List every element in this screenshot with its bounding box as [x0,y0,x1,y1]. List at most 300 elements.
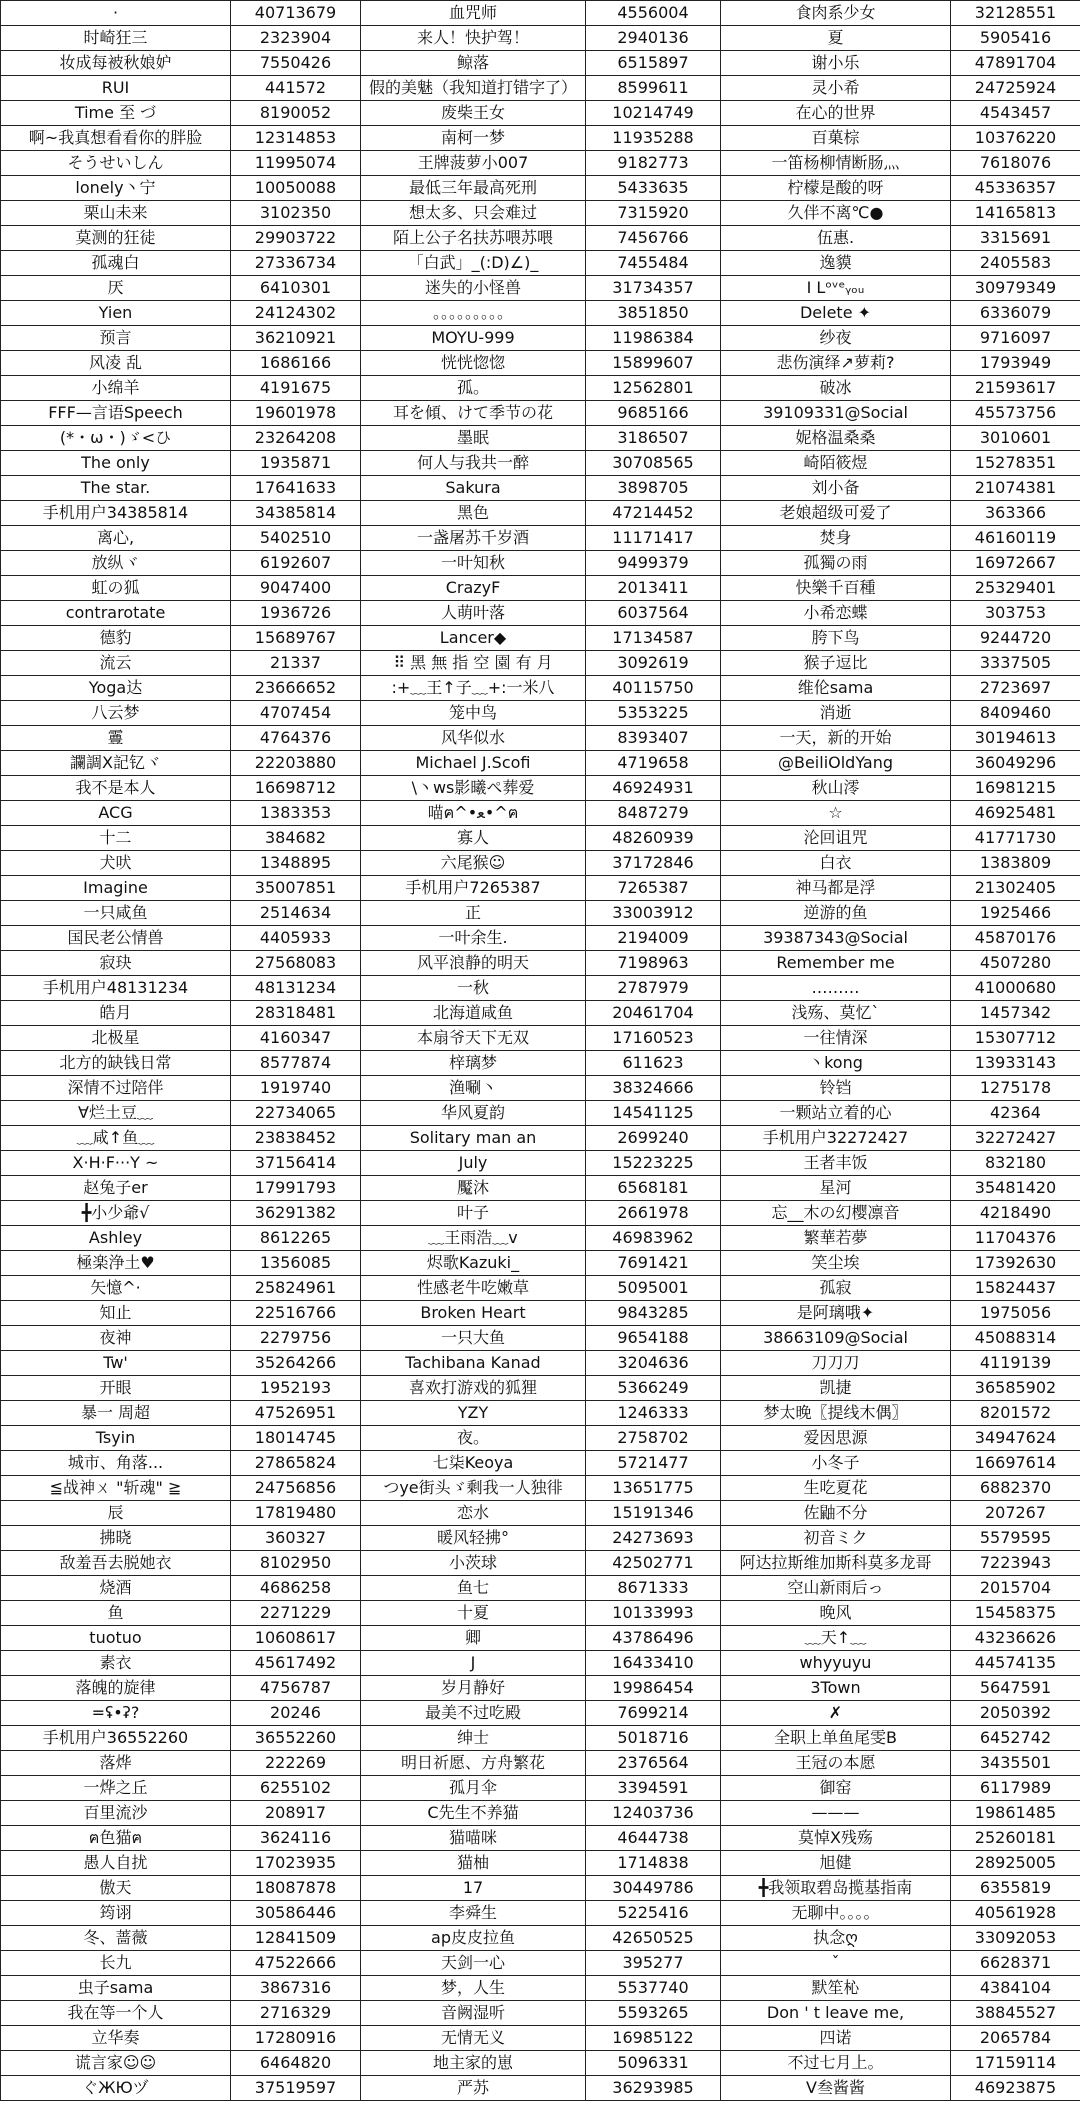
name-cell: 王牌菠萝小007 [361,151,586,176]
id-cell: 5537740 [586,1976,721,2001]
id-cell: 13933143 [951,1051,1080,1076]
name-cell: MOYU-999 [361,326,586,351]
table-row [1,1526,1080,1551]
id-cell: 36291382 [231,1201,361,1226]
id-cell: 22203880 [231,751,361,776]
name-cell: 天剑一心 [361,1951,586,1976]
name-cell: 矢憶^· [1,1276,231,1301]
id-cell: 3010601 [951,426,1080,451]
name-cell: 风平浪静的明天 [361,951,586,976]
table-row [1,1651,1080,1676]
name-cell: 一只咸鱼 [1,901,231,926]
table-row [1,1676,1080,1701]
name-cell: 一盏屠苏千岁酒 [361,526,586,551]
id-cell: 45617492 [231,1651,361,1676]
name-cell: V叁酱酱 [721,2076,951,2101]
id-cell: 6410301 [231,276,361,301]
id-cell: 38845527 [951,2001,1080,2026]
id-cell: 41771730 [951,826,1080,851]
name-cell: 秋山澪 [721,776,951,801]
name-cell: 小希恋蝶 [721,601,951,626]
id-cell: 17819480 [231,1501,361,1526]
table-row [1,676,1080,701]
id-cell: 27865824 [231,1451,361,1476]
table-row [1,1326,1080,1351]
id-cell: 8599611 [586,76,721,101]
id-cell: 10214749 [586,101,721,126]
id-cell: 9047400 [231,576,361,601]
id-cell: 9244720 [951,626,1080,651]
id-cell: 22516766 [231,1301,361,1326]
name-cell: 卿 [361,1626,586,1651]
name-cell: 流云 [1,651,231,676]
id-cell: 7691421 [586,1251,721,1276]
id-cell: 2940136 [586,26,721,51]
table-row [1,751,1080,776]
id-cell: 363366 [951,501,1080,526]
name-cell: 讕調Ⅹ記钇ヾ [1,751,231,776]
table-row [1,1176,1080,1201]
name-cell: 妆成每被秋娘妒 [1,51,231,76]
id-cell: 7456766 [586,226,721,251]
name-cell: 城市、角落... [1,1451,231,1476]
id-cell: 35481420 [951,1176,1080,1201]
table-row [1,551,1080,576]
name-cell: =ʢ•ʡ? [1,1701,231,1726]
name-cell: 明日祈愿、方舟繁花 [361,1751,586,1776]
name-cell: 夏 [721,26,951,51]
table-row [1,1051,1080,1076]
name-cell: ╋小少爺√ [1,1201,231,1226]
name-cell: 南柯一梦 [361,126,586,151]
table-row [1,976,1080,1001]
name-cell: \丶ws影曦ペ葬爱 [361,776,586,801]
name-cell: 谎言家☺☺ [1,2051,231,2076]
id-cell: 7618076 [951,151,1080,176]
name-cell: 喵ฅ^•ﻌ•^ฅ [361,801,586,826]
id-cell: 2716329 [231,2001,361,2026]
name-cell: ap皮皮拉鱼 [361,1926,586,1951]
name-cell: 十夏 [361,1601,586,1626]
id-cell: 30449786 [586,1876,721,1901]
id-cell: 6255102 [231,1776,361,1801]
table-row [1,151,1080,176]
name-cell: 一天，新的开始 [721,726,951,751]
table-row [1,51,1080,76]
id-cell: 8577874 [231,1051,361,1076]
name-cell: 北方的缺钱日常 [1,1051,231,1076]
table-row [1,1251,1080,1276]
table-row [1,951,1080,976]
id-cell: 1356085 [231,1251,361,1276]
name-cell: 旭健 [721,1851,951,1876]
name-cell: 地主家的崽 [361,2051,586,2076]
table-row [1,2026,1080,2051]
id-cell: 2194009 [586,926,721,951]
name-cell: ACG [1,801,231,826]
name-cell: tuotuo [1,1626,231,1651]
name-cell: 手机用户7265387 [361,876,586,901]
name-cell: ⠿ 黑 無 指 空 園 有 月 [361,651,586,676]
name-cell: ——— [721,1801,951,1826]
name-cell: 佐鼬不分 [721,1501,951,1526]
id-cell: 19986454 [586,1676,721,1701]
name-cell: 。。。。。。。。。 [361,301,586,326]
table-row [1,1151,1080,1176]
name-cell: 本扇爷天下无双 [361,1026,586,1051]
name-cell: 悲伤演绎↗萝莉? [721,351,951,376]
id-cell: 3204636 [586,1351,721,1376]
id-cell: 832180 [951,1151,1080,1176]
id-cell: 1936726 [231,601,361,626]
id-cell: 6117989 [951,1776,1080,1801]
id-cell: 5579595 [951,1526,1080,1551]
name-cell: X·H·F···Y ~ [1,1151,231,1176]
table-row [1,1351,1080,1376]
table-row [1,276,1080,301]
id-cell: 16697614 [951,1451,1080,1476]
name-cell: 离心, [1,526,231,551]
id-cell: 2699240 [586,1126,721,1151]
name-cell: 夜。 [361,1426,586,1451]
name-cell: Tsyin [1,1426,231,1451]
id-cell: 8102950 [231,1551,361,1576]
table-row [1,1276,1080,1301]
id-cell: 47891704 [951,51,1080,76]
id-cell: 4160347 [231,1026,361,1051]
name-cell: 想太多、只会难过 [361,201,586,226]
name-cell: Tw' [1,1351,231,1376]
name-cell: ∀烂土豆﹏ [1,1101,231,1126]
id-cell: 46160119 [951,526,1080,551]
id-cell: 40115750 [586,676,721,701]
name-cell: 烧酒 [1,1576,231,1601]
name-cell: 焚身 [721,526,951,551]
id-cell: 4756787 [231,1676,361,1701]
table-row [1,926,1080,951]
name-cell: FFF—言语Speech [1,401,231,426]
id-cell: 34947624 [951,1426,1080,1451]
name-cell: · [1,1,231,26]
id-cell: 4556004 [586,1,721,26]
id-cell: 41000680 [951,976,1080,1001]
name-cell: 沦回诅咒 [721,826,951,851]
id-cell: 46925481 [951,801,1080,826]
name-cell: 何人与我共一醉 [361,451,586,476]
table-row [1,251,1080,276]
name-cell: 夜神 [1,1326,231,1351]
name-cell: 铃铛 [721,1076,951,1101]
table-row [1,1,1080,26]
id-cell: 22734065 [231,1101,361,1126]
id-cell: 6037564 [586,601,721,626]
name-cell: 小冬子 [721,1451,951,1476]
name-cell: ☆ [721,801,951,826]
name-cell: 孤獨の雨 [721,551,951,576]
name-cell: 猫喵咪 [361,1826,586,1851]
name-cell: YZY [361,1401,586,1426]
name-cell: 小茨球 [361,1551,586,1576]
id-cell: 5353225 [586,701,721,726]
id-cell: 17159114 [951,2051,1080,2076]
id-cell: 3092619 [586,651,721,676]
table-row [1,2001,1080,2026]
table-row [1,451,1080,476]
id-cell: 36210921 [231,326,361,351]
id-cell: 33003912 [586,901,721,926]
name-cell: 胯下鸟 [721,626,951,651]
table-row [1,126,1080,151]
id-cell: 1975056 [951,1301,1080,1326]
name-cell: Imagine [1,876,231,901]
id-cell: 3898705 [586,476,721,501]
table-row [1,351,1080,376]
id-cell: 10608617 [231,1626,361,1651]
name-cell: Remember me [721,951,951,976]
table-row [1,651,1080,676]
name-cell: ╋我领取碧岛揽基指南 [721,1876,951,1901]
table-row [1,776,1080,801]
id-cell: 46924931 [586,776,721,801]
name-cell: ˇ [721,1951,951,1976]
name-cell: Don ' t leave me, [721,2001,951,2026]
id-cell: 3851850 [586,301,721,326]
id-cell: 14165813 [951,201,1080,226]
name-cell: 立华奏 [1,2026,231,2051]
id-cell: 24725924 [951,76,1080,101]
name-cell: 39387343@Social [721,926,951,951]
name-cell: 虫子sama [1,1976,231,2001]
name-cell: 暴一 周超 [1,1401,231,1426]
name-cell: Broken Heart [361,1301,586,1326]
name-cell: 王者丰饭 [721,1151,951,1176]
name-cell: 孤寂 [721,1276,951,1301]
name-cell: 正 [361,901,586,926]
id-cell: 5721477 [586,1451,721,1476]
id-cell: 46923875 [951,2076,1080,2101]
id-cell: 44574135 [951,1651,1080,1676]
name-cell: 忘__木の幻樱凛音 [721,1201,951,1226]
name-cell: 39109331@Social [721,401,951,426]
name-cell: 猴子逗比 [721,651,951,676]
name-cell: 霻 [1,726,231,751]
name-cell: 笼中鸟 [361,701,586,726]
id-cell: 15191346 [586,1501,721,1526]
id-cell: 40713679 [231,1,361,26]
id-cell: 5433635 [586,176,721,201]
table-row [1,901,1080,926]
name-cell: 伍惠. [721,226,951,251]
table-row [1,701,1080,726]
id-cell: 28318481 [231,1001,361,1026]
id-cell: 7315920 [586,201,721,226]
id-cell: 9843285 [586,1301,721,1326]
id-cell: 2065784 [951,2026,1080,2051]
name-cell: 国民老公情兽 [1,926,231,951]
id-cell: 16433410 [586,1651,721,1676]
id-cell: 9685166 [586,401,721,426]
name-cell: 久伴不离℃● [721,201,951,226]
name-cell: 执念ღ [721,1926,951,1951]
id-cell: 36585902 [951,1376,1080,1401]
id-cell: 4507280 [951,951,1080,976]
id-cell: 20246 [231,1701,361,1726]
id-cell: 9499379 [586,551,721,576]
id-cell: 47522666 [231,1951,361,1976]
id-cell: 12314853 [231,126,361,151]
id-cell: 16985122 [586,2026,721,2051]
name-cell: そうせいしん [1,151,231,176]
name-cell: 灵小希 [721,76,951,101]
id-cell: 3102350 [231,201,361,226]
table-row [1,1501,1080,1526]
id-cell: 15278351 [951,451,1080,476]
name-cell: ﹏咸↑鱼﹏ [1,1126,231,1151]
id-cell: 5366249 [586,1376,721,1401]
id-cell: 1348895 [231,851,361,876]
name-cell: 预言 [1,326,231,351]
id-cell: 6515897 [586,51,721,76]
name-cell: 六尾猴☺ [361,851,586,876]
table-row [1,626,1080,651]
id-cell: 2514634 [231,901,361,926]
id-cell: 37156414 [231,1151,361,1176]
table-row [1,201,1080,226]
name-cell: 血咒师 [361,1,586,26]
id-cell: 19601978 [231,401,361,426]
id-cell: 45336357 [951,176,1080,201]
name-cell: 性感老牛吃嫩草 [361,1276,586,1301]
name-cell: 神马都是浮 [721,876,951,901]
id-cell: 37519597 [231,2076,361,2101]
table-row [1,1451,1080,1476]
name-cell: CrazyF [361,576,586,601]
name-cell: 鲸落 [361,51,586,76]
table-row [1,1551,1080,1576]
name-cell: Tachibana Kanad [361,1351,586,1376]
name-cell: 生吃夏花 [721,1476,951,1501]
name-cell: 梓璃梦 [361,1051,586,1076]
name-cell: Sakura [361,476,586,501]
id-cell: 8671333 [586,1576,721,1601]
name-cell: 一叶余生. [361,926,586,951]
id-cell: 32272427 [951,1126,1080,1151]
name-cell: ✗ [721,1701,951,1726]
name-cell: 梦太晚〖提线木偶〗 [721,1401,951,1426]
name-cell: 喜欢打游戏的狐狸 [361,1376,586,1401]
table-row [1,726,1080,751]
id-cell: 36293985 [586,2076,721,2101]
id-cell: 11986384 [586,326,721,351]
id-cell: 30586446 [231,1901,361,1926]
name-cell: 傲天 [1,1876,231,1901]
table-row [1,1226,1080,1251]
id-cell: 21337 [231,651,361,676]
table-row [1,1576,1080,1601]
name-cell: 繁華若夢 [721,1226,951,1251]
name-cell: 敌羞吾去脱她衣 [1,1551,231,1576]
name-cell: 我不是本人 [1,776,231,801]
name-cell: Michael J.Scofi [361,751,586,776]
name-cell: 柠檬是酸的呀 [721,176,951,201]
name-cell: 冬、蔷薇 [1,1926,231,1951]
table-body [1,1,1080,2101]
name-cell: 鱼 [1,1601,231,1626]
name-cell: 快樂千百種 [721,576,951,601]
name-cell: 莫测的狂徒 [1,226,231,251]
id-cell: 3624116 [231,1826,361,1851]
name-cell: 百里流沙 [1,1801,231,1826]
name-cell: 暖风轻拂° [361,1526,586,1551]
id-cell: 1383353 [231,801,361,826]
id-cell: 6568181 [586,1176,721,1201]
id-cell: 8612265 [231,1226,361,1251]
name-cell: ≦战神ㄨ "斩魂" ≧ [1,1476,231,1501]
name-cell: C先生不养猫 [361,1801,586,1826]
id-cell: 35007851 [231,876,361,901]
id-cell: 15899607 [586,351,721,376]
id-cell: 25260181 [951,1826,1080,1851]
name-cell: 默笙杺 [721,1976,951,2001]
id-cell: 15307712 [951,1026,1080,1051]
id-cell: 21302405 [951,876,1080,901]
name-cell: 爱因思源 [721,1426,951,1451]
table-row [1,801,1080,826]
name-cell: 维伦sama [721,676,951,701]
table-row [1,301,1080,326]
id-cell: 11171417 [586,526,721,551]
id-cell: 17991793 [231,1176,361,1201]
name-cell: Solitary man an [361,1126,586,1151]
id-cell: 45870176 [951,926,1080,951]
name-cell: Yien [1,301,231,326]
id-cell: 15689767 [231,626,361,651]
id-cell: 18087878 [231,1876,361,1901]
name-cell: 逆游的鱼 [721,901,951,926]
name-cell: 北极星 [1,1026,231,1051]
table-row [1,526,1080,551]
id-cell: 23264208 [231,426,361,451]
id-cell: 28925005 [951,1851,1080,1876]
id-cell: 1275178 [951,1076,1080,1101]
id-cell: 2787979 [586,976,721,1001]
name-cell: 白衣 [721,851,951,876]
id-cell: 45573756 [951,401,1080,426]
name-cell: 知止 [1,1301,231,1326]
id-cell: 2323904 [231,26,361,51]
id-cell: 2050392 [951,1701,1080,1726]
name-cell: 「白武」_(:D)∠)_ [361,251,586,276]
name-cell: 放纵ヾ [1,551,231,576]
id-cell: 23666652 [231,676,361,701]
id-cell: 5096331 [586,2051,721,2076]
name-cell: 手机用户48131234 [1,976,231,1001]
id-cell: 11704376 [951,1226,1080,1251]
id-cell: 20461704 [586,1001,721,1026]
name-cell: 最低三年最高死刑 [361,176,586,201]
id-cell: 27336734 [231,251,361,276]
id-cell: 5402510 [231,526,361,551]
id-cell: 38324666 [586,1076,721,1101]
name-cell: 绅士 [361,1726,586,1751]
id-cell: 30708565 [586,451,721,476]
name-cell: Time 至 づ [1,101,231,126]
name-cell: 笑尘埃 [721,1251,951,1276]
id-cell: 2279756 [231,1326,361,1351]
id-cell: 34385814 [231,501,361,526]
name-cell: 长九 [1,1951,231,1976]
id-cell: 1457342 [951,1001,1080,1026]
